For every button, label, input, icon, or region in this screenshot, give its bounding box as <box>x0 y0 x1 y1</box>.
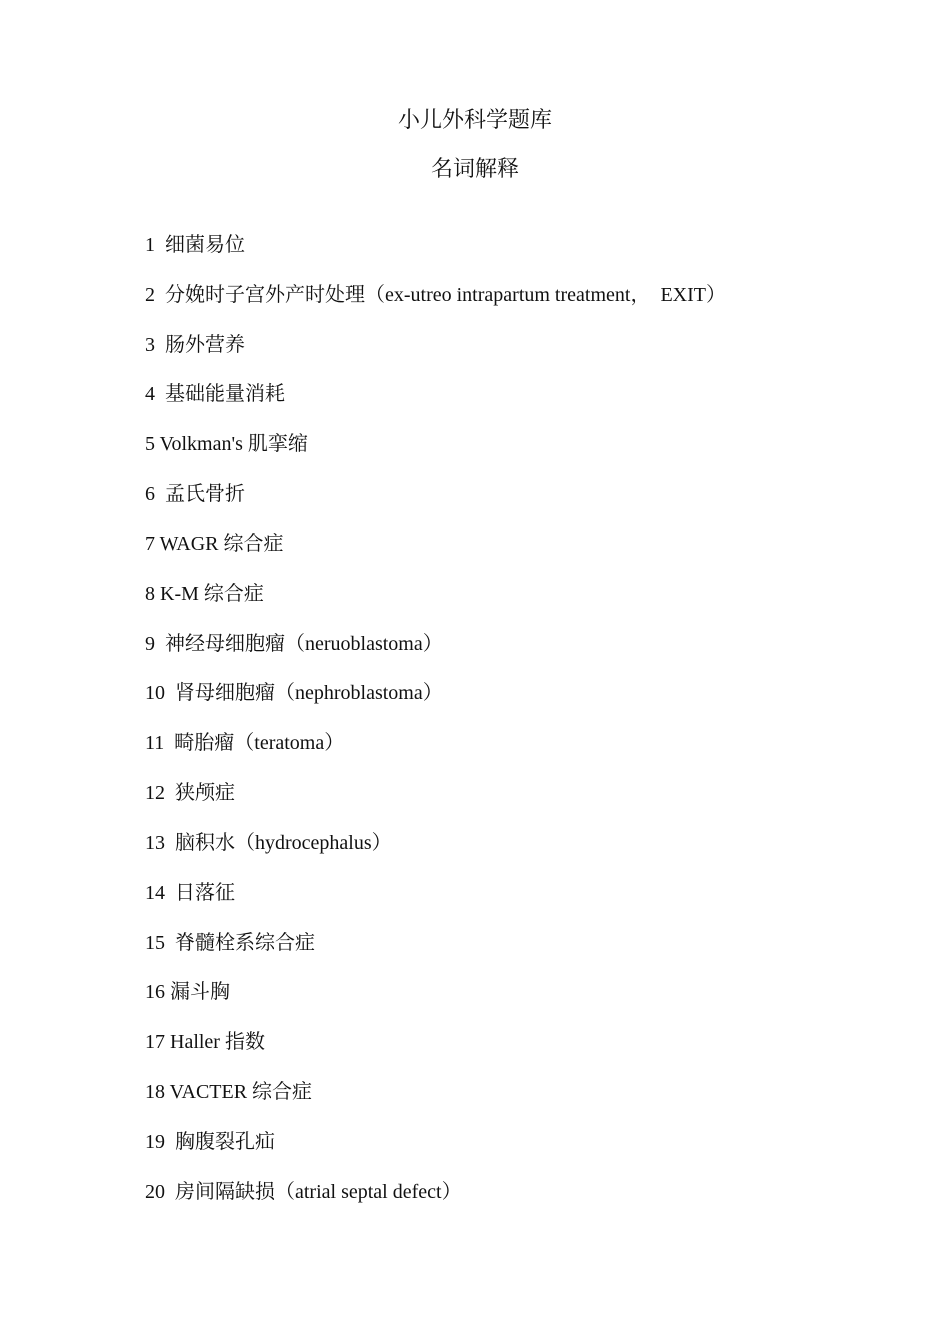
list-item: 13 脑积水（hydrocephalus） <box>145 831 392 854</box>
page-title: 小儿外科学题库 <box>397 107 552 132</box>
list-item: 20 房间隔缺损（atrial septal defect） <box>145 1180 462 1203</box>
list-item: 19 胸腹裂孔疝 <box>145 1130 275 1153</box>
list-item: 11 畸胎瘤（teratoma） <box>145 732 345 755</box>
section-title: 名词解释 <box>430 156 519 181</box>
list-item: 10 肾母细胞瘤（nephroblastoma） <box>145 682 443 705</box>
list-item: 5 Volkman's 肌挛缩 <box>145 433 308 456</box>
list-item: 4 基础能量消耗 <box>145 383 285 406</box>
list-item: 3 肠外营养 <box>145 333 245 356</box>
list-item: 7 WAGR 综合症 <box>145 532 284 555</box>
list-item: 12 狭颅症 <box>145 782 235 805</box>
list-item: 14 日落征 <box>145 881 235 904</box>
list-item: 6 孟氏骨折 <box>145 483 245 506</box>
list-item: 16 漏斗胸 <box>145 981 230 1004</box>
list-item: 17 Haller 指数 <box>145 1031 265 1054</box>
list-item: 9 神经母细胞瘤（neruoblastoma） <box>145 632 443 655</box>
list-item: 8 K-M 综合症 <box>145 582 264 605</box>
list-item: 15 脊髓栓系综合症 <box>145 931 315 954</box>
list-item: 1 细菌易位 <box>145 234 245 256</box>
list-item: 18 VACTER 综合症 <box>145 1081 313 1104</box>
term-list <box>145 231 865 1228</box>
list-item: 2 分娩时子宫外产时处理（ex-utreo intrapartum treatment， EXIT） <box>145 283 726 306</box>
